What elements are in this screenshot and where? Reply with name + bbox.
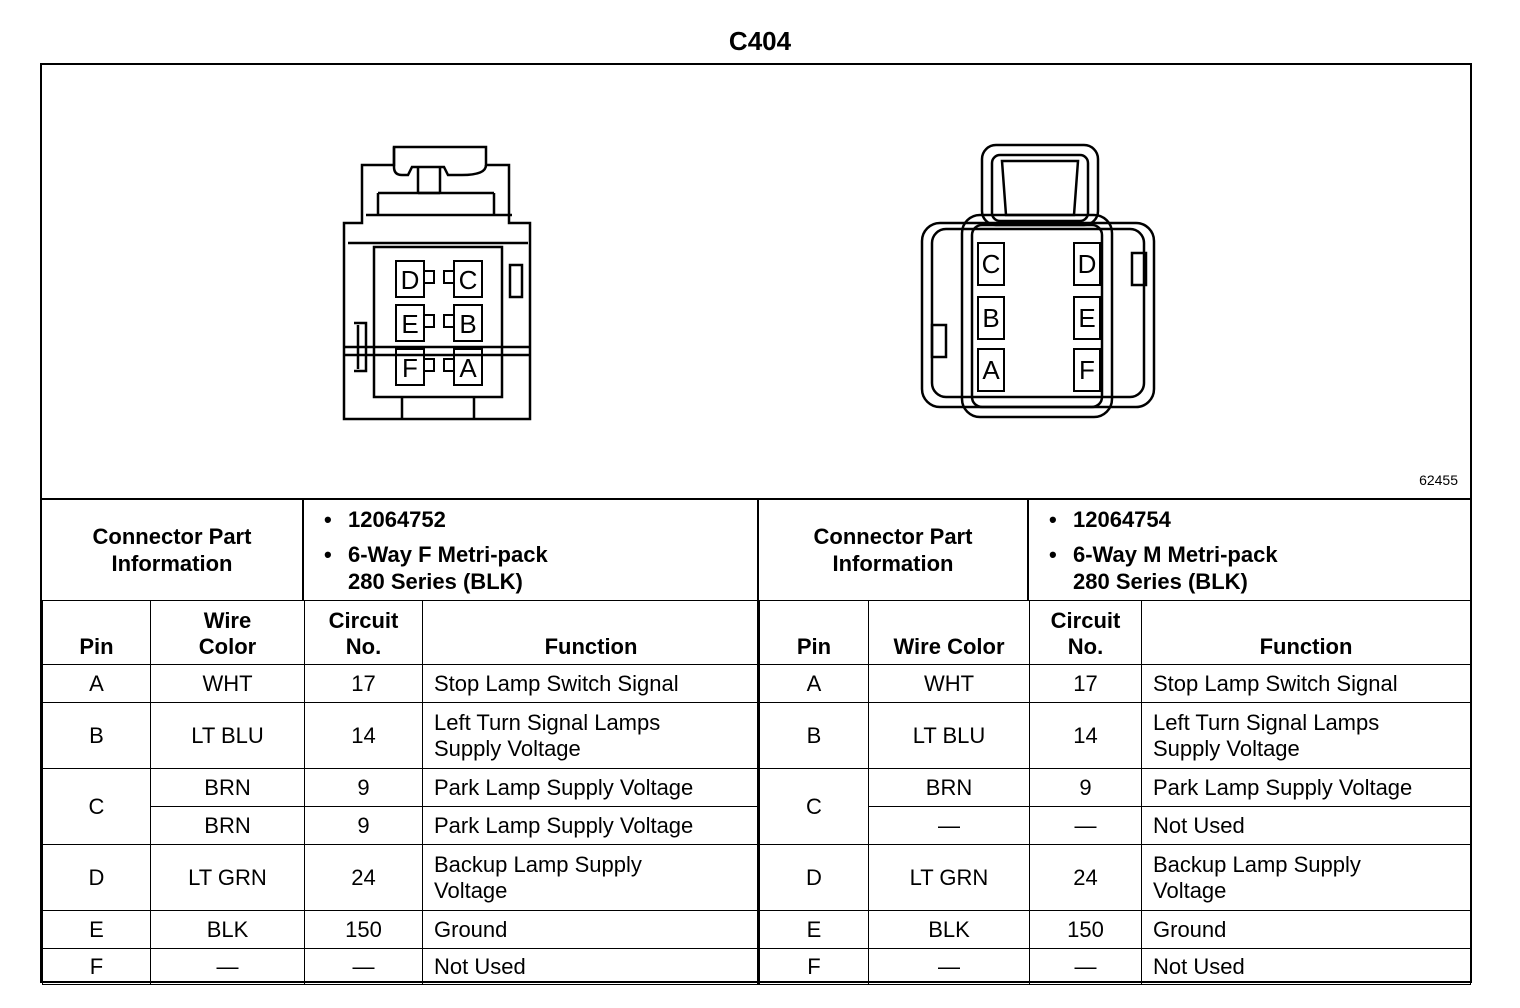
table-row: F — — Not Used [760,949,1471,985]
connector-part-header [42,498,1470,600]
table-row: C BRN 9 Park Lamp Supply Voltage [760,769,1471,807]
table-divider [757,498,759,985]
male-pin-label: D [1077,249,1097,279]
female-connector-drawing [344,147,530,419]
circuit-header: Circuit No. [305,601,423,665]
table-row: E BLK 150 Ground [760,911,1471,949]
table-row: B LT BLU 14 Left Turn Signal Lamps Supply Voltage [43,703,760,769]
part-number: • 12064752 [304,506,757,533]
table-row: C BRN 9 Park Lamp Supply Voltage [43,769,760,807]
male-pin-label: C [981,249,1001,279]
male-pin-table [759,600,1471,985]
connector-part-info-left [304,500,759,600]
female-pin-table [42,600,760,985]
pin-header: Pin [43,601,151,665]
connector-part-info-right [1029,500,1470,600]
connector-description: • 6-Way F Metri-pack [304,541,757,568]
male-pin-label: A [982,355,1000,385]
function-header: Function [423,601,760,665]
female-pin-label: C [458,265,478,295]
female-pin-label: B [459,309,477,339]
table-row: BRN 9 Park Lamp Supply Voltage [43,807,760,845]
connector-title: C404 [728,26,792,56]
male-pin-label: B [982,303,1000,333]
table-row: A WHT 17 Stop Lamp Switch Signal [760,665,1471,703]
part-number: • 12064754 [1029,506,1470,533]
function-header: Function [1142,601,1471,665]
table-row: B LT BLU 14 Left Turn Signal Lamps Supply Voltage [760,703,1471,769]
table-row: A WHT 17 Stop Lamp Switch Signal [43,665,760,703]
table-row: D LT GRN 24 Backup Lamp Supply Voltage [43,845,760,911]
table-row: E BLK 150 Ground [43,911,760,949]
male-pin-label: E [1078,303,1096,333]
pin-header: Pin [760,601,869,665]
figure-number: 62455 [1419,472,1458,488]
wire-color-header: Wire Color [151,601,305,665]
connector-description: • 6-Way M Metri-pack [1029,541,1470,568]
table-row: — — Not Used [760,807,1471,845]
table-row: D LT GRN 24 Backup Lamp Supply Voltage [760,845,1471,911]
male-pin-label: F [1079,355,1095,385]
female-pin-label: D [400,265,420,295]
wire-color-header: Wire Color [869,601,1030,665]
connector-part-label-right: Connector Part Information [759,500,1029,600]
connector-frame [40,63,1472,983]
table-row: F — — Not Used [43,949,760,985]
connector-figure [42,65,1470,498]
connector-series: 280 Series (BLK) [1073,569,1248,594]
female-pin-label: F [402,353,418,383]
male-connector-drawing [922,145,1154,417]
connector-series: 280 Series (BLK) [348,569,523,594]
female-pin-label: E [401,309,419,339]
circuit-header: Circuit No. [1030,601,1142,665]
female-pin-label: A [459,353,477,383]
connector-part-label-left: Connector Part Information [42,500,304,600]
